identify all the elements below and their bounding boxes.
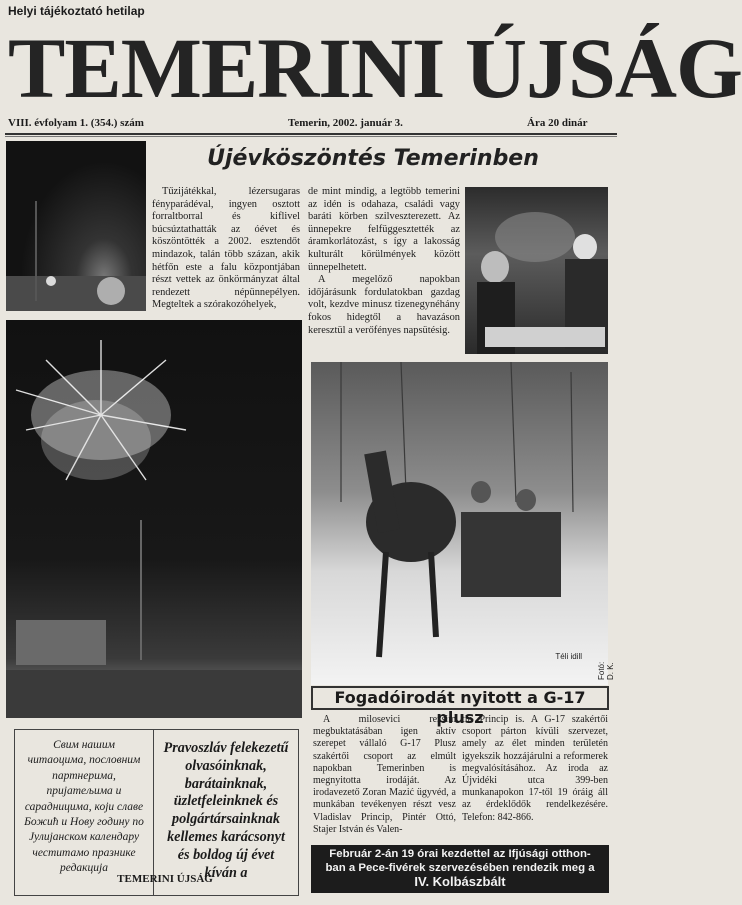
sleigh-illustration xyxy=(311,362,608,685)
greeting-line: читаоцима, пословним xyxy=(27,754,141,767)
masthead-rule-thin xyxy=(5,136,617,137)
crowd-mulled-wine-photo xyxy=(465,187,608,354)
greeting-line: пријатељима и xyxy=(46,785,122,798)
price: Ára 20 dinár xyxy=(527,117,588,129)
dateline: Temerin, 2002. január 3. xyxy=(288,117,403,129)
greeting-line: Pravoszláv felekezetű xyxy=(163,740,289,756)
serbian-greeting-text xyxy=(15,738,153,877)
night-square-illustration xyxy=(6,141,146,311)
greeting-line: партнерима, xyxy=(52,769,116,782)
issue-number: VIII. évfolyam 1. (354.) szám xyxy=(8,117,144,129)
crowd-illustration xyxy=(465,187,608,354)
sleigh-ride-photo xyxy=(311,362,615,685)
article2-paragraph-1: A milosevici rezsim megbuktatásában igen aktív szerepet vállaló G-17 Plusz szakértői csoport az elmúlt napokban Temerinben is megnyitotta irodáját. Az irodavezető Zoran Mazić ügyvéd, a munkában tevékenyen részt vesz Vladislav Princip, Pintér Ottó, Stajer István és Valen- xyxy=(313,714,456,835)
greeting-sign: редакција xyxy=(60,862,108,875)
photo-caption: Téli idill xyxy=(555,652,582,661)
greeting-line: Јулијанском календару xyxy=(28,831,140,844)
greeting-line: üzletfeleinknek és xyxy=(173,793,279,810)
hungarian-greeting-text xyxy=(154,740,298,882)
greeting-line: kíván a xyxy=(204,864,248,881)
greeting-line: és boldog új évet xyxy=(177,846,275,863)
lead-paragraph-2: de mint mindig, a legtöbb temerini az idén is odahaza, családi vagy baráti körben szilveszterezett. Az ünnepekre felfüggesztették az áramkorlátozást, s így a lakosság kulturált körülmények között ünnepelhetett. xyxy=(308,186,460,273)
sausage-ball-notice xyxy=(311,845,609,893)
fireworks-photo xyxy=(6,320,302,718)
lead-text-col1 xyxy=(152,186,300,312)
greeting-line: сарадницима, који славе xyxy=(24,800,144,813)
serbian-greeting-box xyxy=(14,729,154,896)
night-square-photo xyxy=(6,141,146,311)
greeting-signature: TEMERINI ÚJSÁG xyxy=(117,873,213,885)
notice-line-2: ban a Pece-fivérek szervezésében rendezik meg a xyxy=(325,862,595,874)
greeting-line: Свим нашим xyxy=(53,739,115,751)
greeting-line: polgártársainknak xyxy=(171,811,280,828)
issue-info-bar xyxy=(5,117,617,131)
lead-paragraph-3: A megelőző napokban időjárásunk fordulatokban gazdag volt, kezdve minusz tizenegynéhány fokos hidegtől a havazáson keresztül a verőfényes napsütésig. xyxy=(308,274,460,336)
fireworks-illustration xyxy=(6,320,302,718)
lead-text-col2 xyxy=(308,186,460,337)
greeting-line: olvasóinknak, xyxy=(185,757,267,774)
article2-text-col1 xyxy=(313,714,456,836)
lead-paragraph-1: Tűzijátékkal, lézersugaras fényparádéval, ingyen osztott forraltborral és kiflivel búcsúztathatták az óévet és köszöntötték a 2002. esztendőt mindazok, talán több százan, akik hétfőn este a falu központjában részt vettek az önkörmányzat által rendezett népünnepélyen. Megteltek a szórakozóhelyek, xyxy=(152,186,300,311)
article2-headline: Fogadóirodát nyitott a G-17 plusz xyxy=(311,686,609,710)
notice-line-3: IV. Kolbászbált xyxy=(414,874,506,889)
greeting-line: честитамо празнике xyxy=(32,846,136,859)
masthead-kicker: Helyi tájékoztató hetilap xyxy=(8,4,145,18)
photo-credit: Fotó: D. K. xyxy=(597,661,615,680)
notice-line-1: Február 2-án 19 órai kezdettel az Ifjúsági otthon- xyxy=(329,848,591,860)
article2-text-col2 xyxy=(462,714,608,824)
greeting-line: barátainknak, xyxy=(184,775,268,792)
greeting-line: Божић и Нову годину по xyxy=(24,816,144,829)
newspaper-title: TEMERINI ÚJSÁG xyxy=(8,20,742,116)
greeting-line: kellemes karácsonyt xyxy=(167,828,285,845)
lead-headline: Újévköszöntés Temerinben xyxy=(207,146,539,171)
hungarian-greeting-box xyxy=(154,729,299,896)
article2-paragraph-2: tin Princip is. A G-17 szakértői csoport párton kívüli szervezet, amely az élet minden területén igyekszik hozzájárulni a reformerek megvalósításához. Az iroda az Újvidéki utca 399-ben munkanapokon 17-től 19 óráig áll az érdeklődők rendelkezésére. Telefon: 842-866. xyxy=(462,714,608,823)
masthead-rule xyxy=(5,133,617,135)
